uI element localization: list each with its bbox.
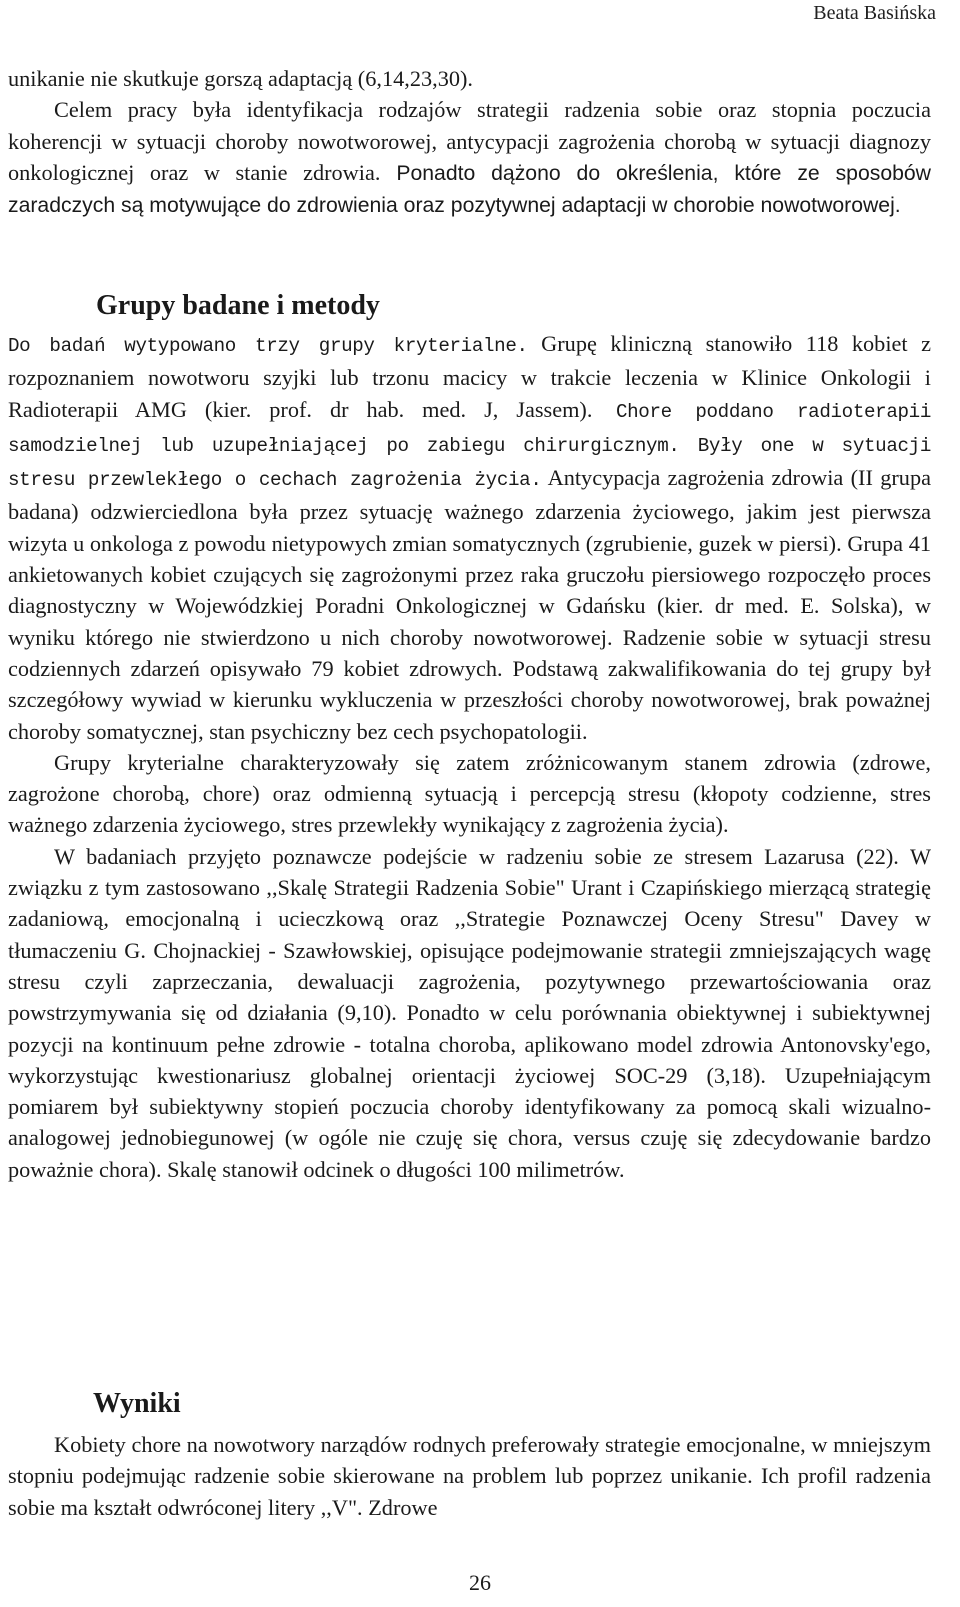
groups-intro-sentence: Do badań wytypowano trzy grupy kryterialne. [8, 335, 528, 357]
running-header-author: Beata Basińska [813, 2, 936, 24]
results-text-block [8, 1429, 931, 1523]
aim-sentence-2: Ponadto dążono do określenia, które ze sposobów zaradczych są motywujące do zdrowienia oraz pozytywnej adaptacji w chorobie nowotworowej. [8, 161, 931, 218]
methods-paragraph-criteria: Grupy kryterialne charakteryzowały się zatem zróżnicowanym stanem zdrowia (zdrowe, zagrożone chorobą, chore) oraz odmienną sytuacją i percepcją stresu (kłopoty codzienne, stres ważnego zdarzenia życiowego, stres przewlekły wynikający z zagrożenia życia). [8, 749, 931, 838]
methods-paragraph-instruments: W badaniach przyjęto poznawcze podejście w radzeniu sobie ze stresem Lazarusa (22). W związku z tym zastosowano ,,Skalę Strategii Radzenia Sobie" Urant i Czapińskiego mierzącą strategię zadaniową, emocjonalną i ucieczkową oraz ,,Strategie Poznawczej Oceny Stresu" Davey w tłumaczeniu G. Chojnackiej - Szawłowskiej, opisujące podejmowanie strategii zmniejszających wagę stresu czyli zaprzeczania, dewaluacji zagrożenia, pozytywnego przewartościowania oraz powstrzymywania się od działania (9,10). Ponadto w celu porównania obiektywnej i subiektywnej pozycji na kontinuum pełne zdrowie - totalna choroba, aplikowano model zdrowia Antonovsky'ego, wykorzystując kwestionariusz globalnej orientacji życiowej SOC-29 (3,18). Uzupełniającym pomiarem był subiektywny stopień poczucia choroby identyfikowany za pomocą skali wizualno-analogowej jednobiegunowej (w ogóle nie czuję się chora, versus czuję się zdecydowanie bardzo poważnie chora). Skalę stanowił odcinek o długości 100 milimetrów. [8, 843, 931, 1182]
methods-paragraph-groups [8, 328, 931, 747]
section-heading-methods: Grupy badane i metody [96, 290, 380, 321]
intro-paragraph-continuation: unikanie nie skutkuje gorszą adaptacją (6,14,23,30). [8, 66, 473, 91]
section-heading-results: Wyniki [93, 1388, 181, 1419]
radiotherapy-sentence: Chore poddano radioterapii samodzielnej lub uzupełniającej po zabiegu chirurgicznym. Były one w sytuacji stresu przewlekłego o cechach zagrożenia życia. [8, 400, 931, 492]
intro-text-block [8, 63, 931, 221]
methods-text-block [8, 328, 931, 1185]
aim-sentence: Celem pracy była identyfikacja rodzajów strategii radzenia sobie oraz stopnia poczucia koherencji w sytuacji choroby nowotworowej, antycypacji zagrożenia chorobą w sytuacji diagnozy onkologicznej oraz w stanie zdrowia. [8, 97, 931, 185]
groups-description: Antycypacja zagrożenia zdrowia (II grupa badana) odzwierciedlona była przez sytuację ważnego zdarzenia życiowego, jakim jest pierwsza wizyta u onkologa z powodu nietypowych zmian somatycznych (zgrubienie, guzek w piersi). Grupa 41 ankietowanych kobiet czujących się zagrożonymi przez raka gruczołu piersiowego rozpoczęło proces diagnostyczny w Wojewódzkiej Poradni Onkologicznej w Gdańsku (kier. dr med. E. Solska), w wyniku którego nie stwierdzono u nich choroby nowotworowej. Radzenie sobie w sytuacji stresu codziennych zdarzeń opisywało 79 kobiet zdrowych. Podstawą zakwalifikowania do tej grupy był szczegółowy wywiad w kierunku wykluczenia w przeszłości choroby nowotworowej, brak poważnej choroby somatycznej, stan psychiczny bez cech psychopatologii. [8, 465, 931, 744]
aim-paragraph [8, 94, 931, 221]
results-paragraph: Kobiety chore na nowotwory narządów rodnych preferowały strategie emocjonalne, w mniejszym stopniu podejmując radzenie sobie skierowane na problem lub poprzez unikanie. Ich profil radzenia sobie ma kształt odwróconej litery ,,V". Zdrowe [8, 1432, 931, 1520]
clinical-group-sentence: Grupę kliniczną stanowiło 118 kobiet z rozpoznaniem nowotworu szyjki lub trzonu macicy w trakcie leczenia w Klinice Onkologii i Radioterapii AMG (kier. prof. dr hab. med. J, Jassem). [8, 331, 931, 422]
page-number: 26 [469, 1570, 491, 1595]
